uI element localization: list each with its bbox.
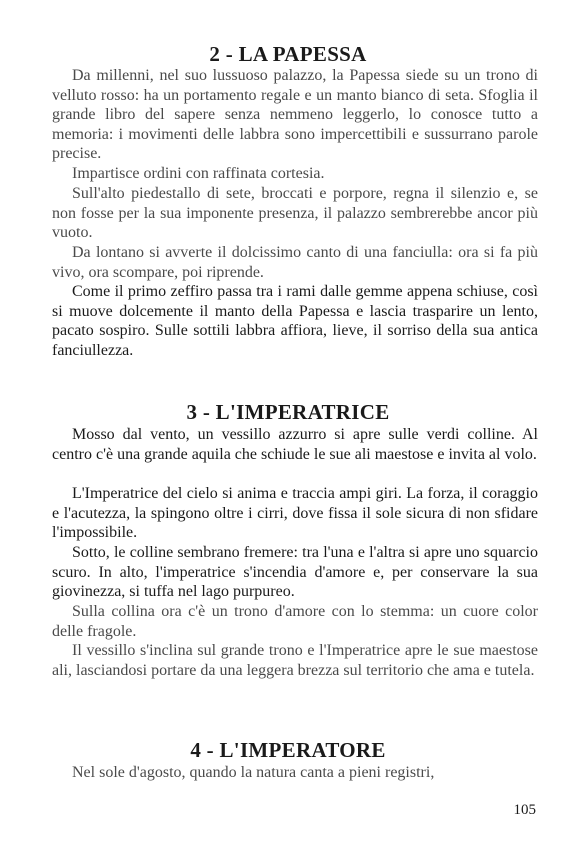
section-title-la-papessa: 2 - LA PAPESSA [209, 42, 367, 66]
section-title-l-imperatore: 4 - L'IMPERATORE [190, 738, 386, 762]
paragraph: Da millenni, nel suo lussuoso palazzo, la Papessa siede su un trono di velluto rosso: ha un portamento regale e un manto bianco di seta. Sfoglia il grande libro del sapere senza nemmeno leggerlo, lo conosce tutto a memoria: i movimenti delle labbra sono impercettibili e sussurrano parole precise. [52, 67, 538, 163]
paragraph: Sulla collina ora c'è un trono d'amore con lo stemma: un cuore color delle fragole. [52, 603, 538, 640]
paragraph: Sull'alto piedestallo di sete, broccati e porpore, regna il silenzio e, se non fosse per la sua imponente presenza, il palazzo sembrerebbe ancor più vuoto. [52, 185, 538, 242]
paragraph: Sotto, le colline sembrano fremere: tra l'una e l'altra si apre uno squarcio scuro. In alto, l'imperatrice s'incendia d'amore e, per conservare la sua giovinezza, si tuffa nel lago purpureo. [52, 544, 538, 601]
section-title-l-imperatrice: 3 - L'IMPERATRICE [186, 400, 390, 424]
page-number: 105 [513, 802, 536, 818]
paragraph: Nel sole d'agosto, quando la natura canta a pieni registri, [72, 764, 435, 781]
paragraph: Da lontano si avverte il dolcissimo canto di una fanciulla: ora si fa più vivo, ora scompare, poi riprende. [52, 244, 538, 281]
paragraph: Come il primo zeffiro passa tra i rami dalle gemme appena schiuse, così si muove dolcemente il manto della Papessa e lascia trasparire un lento, pacato sospiro. Sulle sottili labbra affiora, lieve, il sorriso della sua antica fanciullezza. [52, 283, 538, 359]
paragraph: Mosso dal vento, un vessillo azzurro si apre sulle verdi colline. Al centro c'è una grande aquila che schiude le sue ali maestose e invita al volo. [52, 426, 538, 463]
paragraph: Il vessillo s'inclina sul grande trono e l'Imperatrice apre le sue maestose ali, lasciandosi portare da una leggera brezza sul territorio che ama e tutela. [52, 642, 538, 679]
paragraph: L'Imperatrice del cielo si anima e traccia ampi giri. La forza, il coraggio e l'acutezza, la spingono oltre i cirri, dove fissa il sole sicura di non sfidare l'impossibile. [52, 485, 538, 542]
paragraph: Impartisce ordini con raffinata cortesia. [72, 165, 325, 182]
